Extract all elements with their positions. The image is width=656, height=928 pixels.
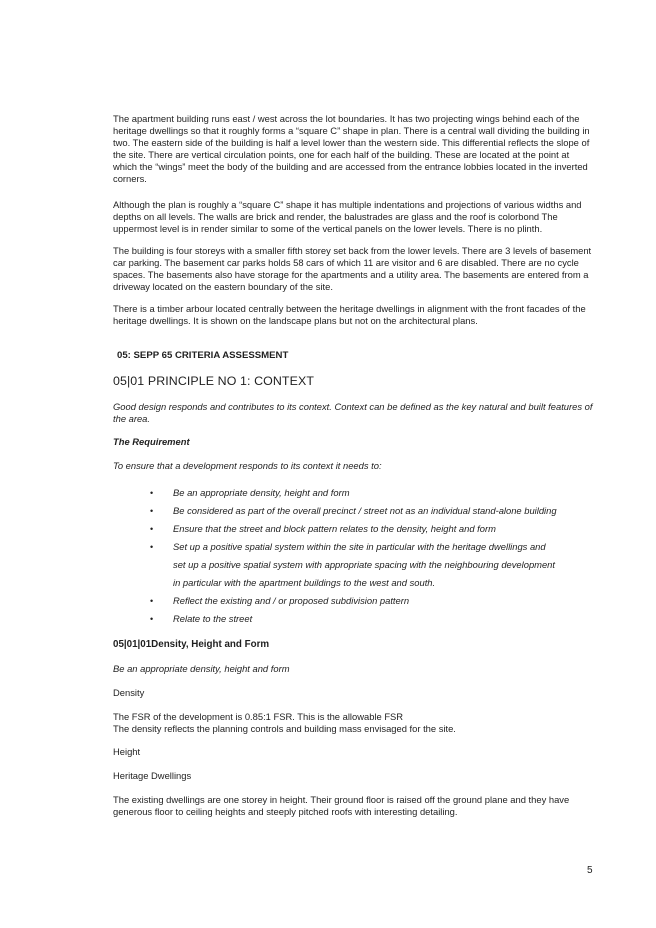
bullet-icon: • xyxy=(150,614,154,624)
density-label: Density xyxy=(113,687,145,698)
bullet-icon: • xyxy=(150,542,154,552)
heritage-dwellings-label: Heritage Dwellings xyxy=(113,770,192,781)
subsection-intro: Be an appropriate density, height and form xyxy=(113,663,290,674)
list-item: • Relate to the street xyxy=(150,610,600,628)
bullet-icon: • xyxy=(150,596,154,606)
section-heading: 05: SEPP 65 CRITERIA ASSESSMENT xyxy=(117,350,289,361)
principle-heading: 05|01 PRINCIPLE NO 1: CONTEXT xyxy=(113,374,314,388)
heritage-dwellings-paragraph: The existing dwellings are one storey in height. Their ground floor is raised off the ground plane and they have generous floor to ceiling heights and steeply pitched roofs with interesting detailing. xyxy=(113,794,570,817)
paragraph-storeys-parking: The building is four storeys with a smaller fifth storey set back from the lower levels. There are 3 levels of basement car parking. The basement car parks holds 58 cars of which 11 are visitor and 6 are disabled. There are no cycle spaces. The basements also have storage for the apartments and a utility area. The basements are entered from a driveway located on the eastern boundary of the site. xyxy=(113,245,592,292)
requirement-intro: To ensure that a development responds to its context it needs to: xyxy=(113,460,382,471)
bullet-icon: • xyxy=(150,506,154,516)
list-item: • Set up a positive spatial system within the site in particular with the heritage dwellings and set up a positive spatial system with appropriate spacing with the neighbouring development in particular with the apartment buildings to the west and south. xyxy=(150,538,600,592)
list-item: • Reflect the existing and / or proposed subdivision pattern xyxy=(150,592,600,610)
list-item: • Ensure that the street and block pattern relates to the density, height and form xyxy=(150,520,600,538)
paragraph-timber-arbour: There is a timber arbour located centrally between the heritage dwellings in alignment with the front facades of the heritage dwellings. It is shown on the landscape plans but not on the architectural plans. xyxy=(113,303,586,326)
height-label: Height xyxy=(113,746,141,757)
requirement-list xyxy=(150,484,600,628)
requirement-heading: The Requirement xyxy=(113,436,190,447)
bullet-icon: • xyxy=(150,488,154,498)
subsection-heading: 05|01|01Density, Height and Form xyxy=(113,639,270,650)
fsr-statement: The FSR of the development is 0.85:1 FSR. This is the allowable FSR xyxy=(113,711,404,722)
bullet-icon: • xyxy=(150,524,154,534)
context-intro: Good design responds and contributes to its context. Context can be defined as the key natural and built features of the area. xyxy=(113,401,593,424)
list-item: • Be considered as part of the overall precinct / street not as an individual stand-alone building xyxy=(150,502,600,520)
paragraph-building-layout: The apartment building runs east / west across the lot boundaries. It has two projecting wings behind each of the heritage dwellings so that it roughly forms a “square C” shape in plan. There is a central wall dividing the building in two. The eastern side of the building is half a level lower than the western side. This differential reflects the slope of the site. There are vertical circulation points, one for each half of the building. These are located at the point at which the “wings” meet the body of the building and are accessed from the entrance lobbies located in the inverted corners. xyxy=(113,113,590,184)
list-item: • Be an appropriate density, height and form xyxy=(150,484,600,502)
density-statement: The density reflects the planning controls and building mass envisaged for the site. xyxy=(113,723,456,734)
paragraph-plan-shape: Although the plan is roughly a “square C” shape it has multiple indentations and projections of various widths and depths on all levels. The walls are brick and render, the balustrades are glass and the roof is colorbond The uppermost level is in render similar to some of the vertical panels on the lower levels. There is no plinth. xyxy=(113,199,582,234)
page-number: 5 xyxy=(587,865,593,876)
